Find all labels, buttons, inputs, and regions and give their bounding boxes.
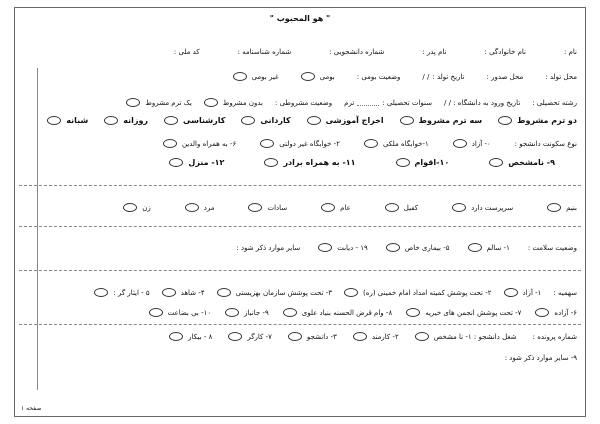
option-circle[interactable] [498, 116, 512, 125]
student-number-label[interactable]: شماره دانشجویی : [329, 48, 385, 56]
option-academic-expulsion[interactable]: اخراج آموزشی [307, 116, 384, 125]
quota-label: سهمیه : [553, 288, 577, 297]
page-number: صفحه ۱ [21, 405, 42, 412]
option-circle[interactable] [318, 243, 332, 252]
id-number-label[interactable]: شماره شناسنامه : [237, 48, 292, 56]
residence-row [15, 139, 585, 148]
option-circle[interactable] [169, 158, 183, 167]
option-circle[interactable] [364, 139, 378, 148]
option-circle[interactable] [204, 98, 218, 107]
option-native[interactable]: بومی [301, 72, 335, 81]
option-circle[interactable] [104, 116, 118, 125]
option-circle[interactable] [123, 203, 137, 212]
option-disabled-veteran[interactable]: ۹- جانباز [225, 308, 269, 317]
option-circle[interactable] [248, 203, 262, 212]
option-circle[interactable] [504, 288, 518, 297]
health-status-label: وضعیت سلامت : [527, 243, 577, 252]
option-circle[interactable] [163, 139, 177, 148]
last-name-label[interactable]: نام خانوادگی : [484, 48, 526, 56]
form-heading: " هو المحبوب " [269, 14, 331, 23]
option-circle[interactable] [489, 158, 503, 167]
option-circle[interactable] [452, 203, 466, 212]
option-circle[interactable] [225, 308, 239, 317]
option-with-brother[interactable]: ۱۱- به همراه برادر [264, 158, 355, 167]
health-other-label[interactable]: سایر موارد ذکر شود : [236, 243, 301, 252]
option-welfare[interactable]: ۳- تحت پوشش سازمان بهزیستی [217, 288, 332, 297]
option-has-guardian[interactable]: سرپرست دارد [452, 203, 513, 212]
option-female[interactable]: زن [123, 203, 151, 212]
option-circle[interactable] [385, 203, 399, 212]
option-circle[interactable] [288, 332, 302, 341]
option-healthy[interactable]: ۱- سالم [468, 243, 510, 252]
divider [19, 270, 581, 271]
option-sponsor[interactable]: کفیل [385, 203, 418, 212]
option-circle[interactable] [453, 139, 467, 148]
option-circle[interactable] [162, 288, 176, 297]
option-sadat[interactable]: سادات [248, 203, 287, 212]
quota-row-2 [15, 308, 585, 317]
degree-row [15, 116, 585, 125]
option-quota-free[interactable]: ۱- آزاد [504, 288, 542, 297]
option-circle[interactable] [283, 308, 297, 317]
personal-info-row [15, 48, 585, 56]
option-circle[interactable] [547, 203, 561, 212]
option-private-dorm[interactable]: ۲- خوابگاه غیر دولتی [260, 139, 340, 148]
option-house[interactable]: ۱۲- منزل [169, 158, 224, 167]
study-years-field[interactable]: سنوات تحصیلی : ترم [344, 98, 433, 107]
option-circle[interactable] [353, 332, 367, 341]
option-circle[interactable] [241, 116, 255, 125]
residence-type-label: نوع سکونت دانشجو : [514, 139, 577, 148]
option-job-unknown[interactable]: شغل دانشجو : ۱- نا مشخص [415, 332, 517, 341]
option-circle[interactable] [47, 116, 61, 125]
option-special-disease[interactable]: ۵- بیماری خاص [386, 243, 450, 252]
option-circle[interactable] [264, 158, 278, 167]
fill-line [357, 99, 379, 106]
option-free[interactable]: ۰- آزاد [453, 139, 491, 148]
first-name-label[interactable]: نام : [564, 48, 577, 56]
option-day-course[interactable]: روزانه [104, 116, 148, 125]
option-unknown[interactable]: ۹- نامشخص [489, 158, 555, 167]
option-charity[interactable]: ۷- تحت پوشش انجمن های خیریه [406, 308, 521, 317]
option-night-course[interactable]: شبانه [47, 116, 88, 125]
job-other-row [15, 354, 585, 362]
health-row [15, 243, 585, 252]
option-worker[interactable]: ۷- کارگر [228, 332, 272, 341]
guardian-row [15, 203, 585, 212]
native-status-label: وضعیت بومی : [356, 72, 401, 81]
option-circle[interactable] [233, 72, 247, 81]
file-number-label[interactable]: شماره پرونده : [532, 332, 577, 341]
field-of-study-label[interactable]: رشته تحصیلی : [532, 98, 577, 107]
option-circle[interactable] [415, 332, 429, 341]
option-circle[interactable] [217, 288, 231, 297]
option-non-native[interactable]: غیر بومی [233, 72, 279, 81]
option-circle[interactable] [396, 158, 410, 167]
father-name-label[interactable]: نام پدر : [422, 48, 447, 56]
divider [19, 185, 581, 186]
option-employee[interactable]: ۲- کارمند [353, 332, 399, 341]
option-circle[interactable] [535, 308, 549, 317]
option-orphan[interactable]: بنیم [547, 203, 577, 212]
form-page [14, 7, 586, 417]
option-associate[interactable]: کاردانی [241, 116, 290, 125]
option-two-term-probation[interactable]: دو ترم مشروط [498, 116, 577, 125]
option-circle[interactable] [344, 288, 358, 297]
option-circle[interactable] [386, 243, 400, 252]
place-of-birth-label[interactable]: محل تولد : [545, 72, 577, 81]
education-row [15, 98, 585, 107]
option-circle[interactable] [321, 203, 335, 212]
entry-date-label[interactable]: تاریخ ورود به دانشگاه : / / [444, 98, 521, 107]
option-diabetes[interactable]: ۱۹ - دیابت [318, 243, 368, 252]
option-martyr-family[interactable]: ۴- شاهد [162, 288, 205, 297]
option-circle[interactable] [164, 116, 178, 125]
option-three-term-probation[interactable]: سه ترم مشروط [400, 116, 482, 125]
place-of-issue-label[interactable]: محل صدور : [486, 72, 524, 81]
option-circle[interactable] [301, 72, 315, 81]
option-owned-dorm[interactable]: ۱-خوابگاه ملکی [364, 139, 429, 148]
option-circle[interactable] [307, 116, 321, 125]
birth-date-separator: / / [422, 72, 430, 81]
probation-status-label: وضعیت مشروطی : [274, 98, 333, 107]
option-circle[interactable] [126, 98, 140, 107]
option-alavi-loan[interactable]: ۸- وام قرض الحسنه بنیاد علوی [283, 308, 392, 317]
option-circle[interactable] [94, 288, 108, 297]
national-code-label[interactable]: کد ملی : [173, 48, 200, 56]
option-with-parents[interactable]: ۶- به همراه والدین [163, 139, 236, 148]
option-no-probation[interactable]: بدون مشروط [204, 98, 263, 107]
option-circle[interactable] [169, 332, 183, 341]
option-relatives[interactable]: ۱۰-اقوام [396, 158, 450, 167]
option-freed-pow[interactable]: ۶- آزاده [535, 308, 577, 317]
job-row [15, 332, 585, 341]
option-low-income[interactable]: ۱۰- بی بضاعت [149, 308, 212, 317]
residence-row-2 [15, 158, 585, 167]
birth-date-label: تاریخ تولد : [432, 72, 465, 81]
option-veteran[interactable]: ۵ - ایثار گر : [94, 288, 149, 297]
option-student[interactable]: ۳- دانشجو [288, 332, 337, 341]
birth-info-row [15, 72, 585, 81]
option-relief-committee[interactable]: ۲- تحت پوشش کمیته امداد امام خمینی (ره) [344, 288, 491, 297]
option-public[interactable]: عام [321, 203, 351, 212]
quota-row [15, 288, 585, 297]
option-circle[interactable] [260, 139, 274, 148]
option-circle[interactable] [228, 332, 242, 341]
option-circle[interactable] [468, 243, 482, 252]
option-bachelor[interactable]: کارشناسی [164, 116, 225, 125]
birth-date-field[interactable] [422, 73, 464, 81]
option-circle[interactable] [400, 116, 414, 125]
job-other-label[interactable]: ۹- سایر موارد ذکر شود : [504, 354, 577, 362]
option-circle[interactable] [149, 308, 163, 317]
option-one-term-probation[interactable]: یک ترم مشروط [126, 98, 192, 107]
option-male[interactable]: مرد [185, 203, 215, 212]
option-circle[interactable] [406, 308, 420, 317]
divider [19, 226, 581, 227]
option-circle[interactable] [185, 203, 199, 212]
option-unemployed[interactable]: ۸ - بیکار [169, 332, 212, 341]
divider [19, 324, 581, 325]
